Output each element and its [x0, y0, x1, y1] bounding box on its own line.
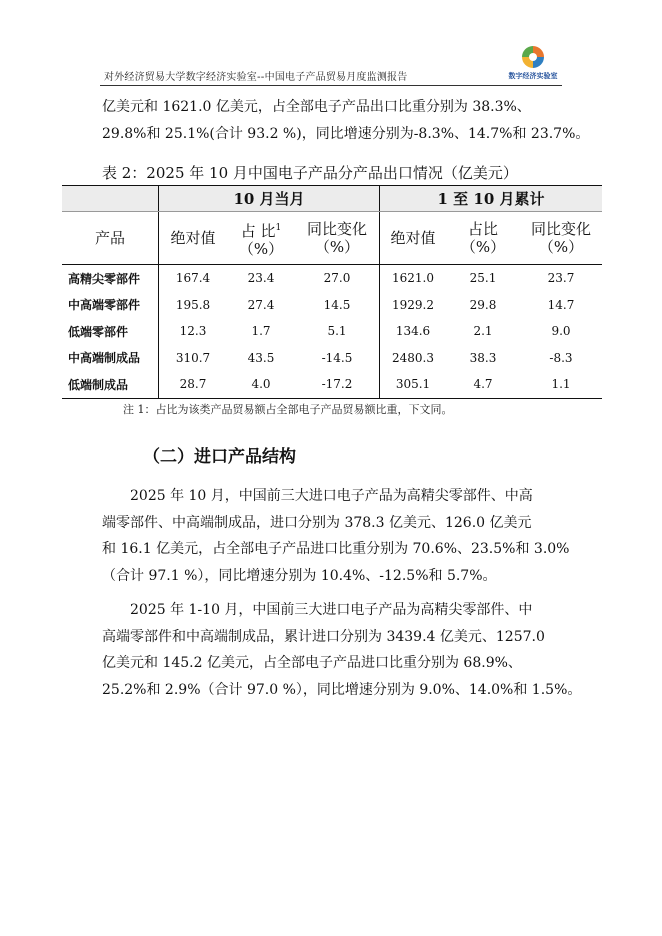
cell-ytd-yoy: 9.0: [551, 324, 571, 339]
row-product-name: 低端制成品: [62, 371, 159, 398]
cell-month-yoy: -17.2: [295, 371, 380, 398]
paragraph-line: 和 16.1 亿美元，占全部电子产品进口比重分别为 70.6%、23.5%和 3.0%: [102, 541, 570, 557]
col-header-yoy-label: 同比变化: [306, 220, 367, 238]
col-header-abs-month: 绝对值: [159, 212, 228, 265]
cell-month-share: 43.5: [247, 350, 275, 365]
cell-month-abs: 28.7: [159, 371, 228, 398]
cell-ytd-abs: 134.6: [380, 318, 447, 345]
header-divider: [100, 85, 562, 86]
report-header-title: 对外经济贸易大学数字经济实验室--中国电子产品贸易月度监测报告: [104, 72, 408, 83]
logo-emblem-icon: [522, 46, 544, 68]
paragraph-line: 2025 年 1-10 月，中国前三大进口电子产品为高精尖零部件、中: [102, 602, 533, 618]
table-caption: 表 2：2025 年 10 月中国电子产品分产品出口情况（亿美元）: [102, 164, 518, 182]
export-table: [62, 185, 602, 399]
cell-ytd-share: 2.1: [473, 324, 493, 339]
col-header-yoy-ytd: [520, 212, 602, 265]
paragraph-line: （合计 97.1 %），同比增速分别为 10.4%、-12.5%和 5.7%。: [102, 567, 497, 584]
cell-ytd-share: 29.8: [469, 297, 497, 312]
col-header-share-label: 占比: [467, 220, 498, 238]
col-header-share-label: 占 比: [240, 221, 276, 240]
table-row: [62, 292, 602, 319]
row-product-name: 中高端制成品: [62, 345, 159, 372]
cell-month-abs: 195.8: [175, 297, 211, 312]
paragraph-line: 端零部件、中高端制成品，进口分别为 378.3 亿美元、126.0 亿美元: [102, 514, 532, 531]
cell-month-share: 1.7: [251, 324, 271, 339]
group-header-month: 10 月当月: [159, 186, 380, 212]
table-footnote: 注 1：占比为该类产品贸易额占全部电子产品贸易额比重，下文同。: [123, 403, 453, 416]
cell-month-share: 4.0: [227, 371, 295, 398]
row-product-name: 高精尖零部件: [62, 265, 159, 292]
col-header-yoy-month: [295, 212, 380, 265]
row-product-name: 中高端零部件: [62, 292, 159, 319]
group-header-empty: [62, 186, 159, 212]
import-paragraph-ytd: [102, 597, 582, 703]
table-row: [62, 345, 602, 372]
col-header-share-ytd: [446, 212, 520, 265]
col-header-share-month: [227, 212, 295, 265]
cell-ytd-share: 38.3: [469, 350, 497, 365]
cell-ytd-abs: 305.1: [380, 371, 447, 398]
cell-month-abs: 12.3: [179, 324, 207, 339]
col-header-yoy-label: 同比变化: [530, 220, 591, 238]
intro-paragraph: [102, 94, 590, 147]
cell-month-abs: 167.4: [175, 271, 211, 286]
cell-month-yoy: -14.5: [321, 350, 353, 365]
cell-ytd-yoy: -8.3: [549, 350, 573, 365]
cell-ytd-share: 4.7: [446, 371, 520, 398]
col-header-abs-ytd: 绝对值: [380, 212, 447, 265]
import-paragraph-month: [102, 483, 570, 589]
row-product-name: 低端零部件: [62, 318, 159, 345]
cell-month-yoy: 5.1: [327, 324, 347, 339]
group-header-ytd: 1 至 10 月累计: [380, 186, 603, 212]
cell-ytd-abs: 2480.3: [380, 345, 447, 372]
col-header-unit: （%）: [314, 238, 360, 256]
paragraph-line: 高端零部件和中高端制成品，累计进口分别为 3439.4 亿美元、1257.0: [102, 628, 545, 645]
section-heading: （二）进口产品结构: [143, 447, 296, 467]
cell-ytd-yoy: 1.1: [520, 371, 602, 398]
cell-ytd-abs: 1929.2: [380, 292, 447, 319]
table-group-header: [62, 186, 602, 212]
col-header-product: 产品: [62, 212, 159, 265]
footnote-marker: 1: [275, 222, 282, 233]
paragraph-line: 亿美元和 145.2 亿美元，占全部电子产品进口比重分别为 68.9%、: [102, 655, 522, 671]
col-header-unit: （%）: [538, 238, 584, 256]
cell-ytd-yoy: 14.7: [547, 297, 575, 312]
logo-text: 数字经济实验室: [508, 72, 558, 80]
table-row: [62, 265, 602, 292]
paragraph-line: 29.8%和 25.1%(合计 93.2 %)，同比增速分别为-8.3%、14.7%和 23.7%。: [102, 125, 590, 142]
paragraph-line: 25.2%和 2.9%（合计 97.0 %），同比增速分别为 9.0%、14.0%和 1.5%。: [102, 681, 582, 698]
cell-ytd-abs: 1621.0: [380, 265, 447, 292]
cell-month-abs: 310.7: [175, 350, 211, 365]
cell-ytd-yoy: 23.7: [547, 271, 575, 286]
lab-logo: [505, 44, 557, 82]
cell-month-yoy: 14.5: [323, 297, 351, 312]
paragraph-line: 亿美元和 1621.0 亿美元，占全部电子产品出口比重分别为 38.3%、: [102, 99, 531, 115]
table-row: [62, 371, 602, 398]
cell-ytd-share: 25.1: [469, 271, 497, 286]
paragraph-line: 2025 年 10 月，中国前三大进口电子产品为高精尖零部件、中高: [102, 488, 533, 504]
col-header-unit: （%）: [238, 239, 284, 258]
cell-month-yoy: 27.0: [323, 271, 351, 286]
table-row: [62, 318, 602, 345]
table-column-header: [62, 212, 602, 265]
cell-month-share: 27.4: [247, 297, 275, 312]
cell-month-share: 23.4: [247, 271, 275, 286]
col-header-unit: （%）: [460, 238, 506, 256]
